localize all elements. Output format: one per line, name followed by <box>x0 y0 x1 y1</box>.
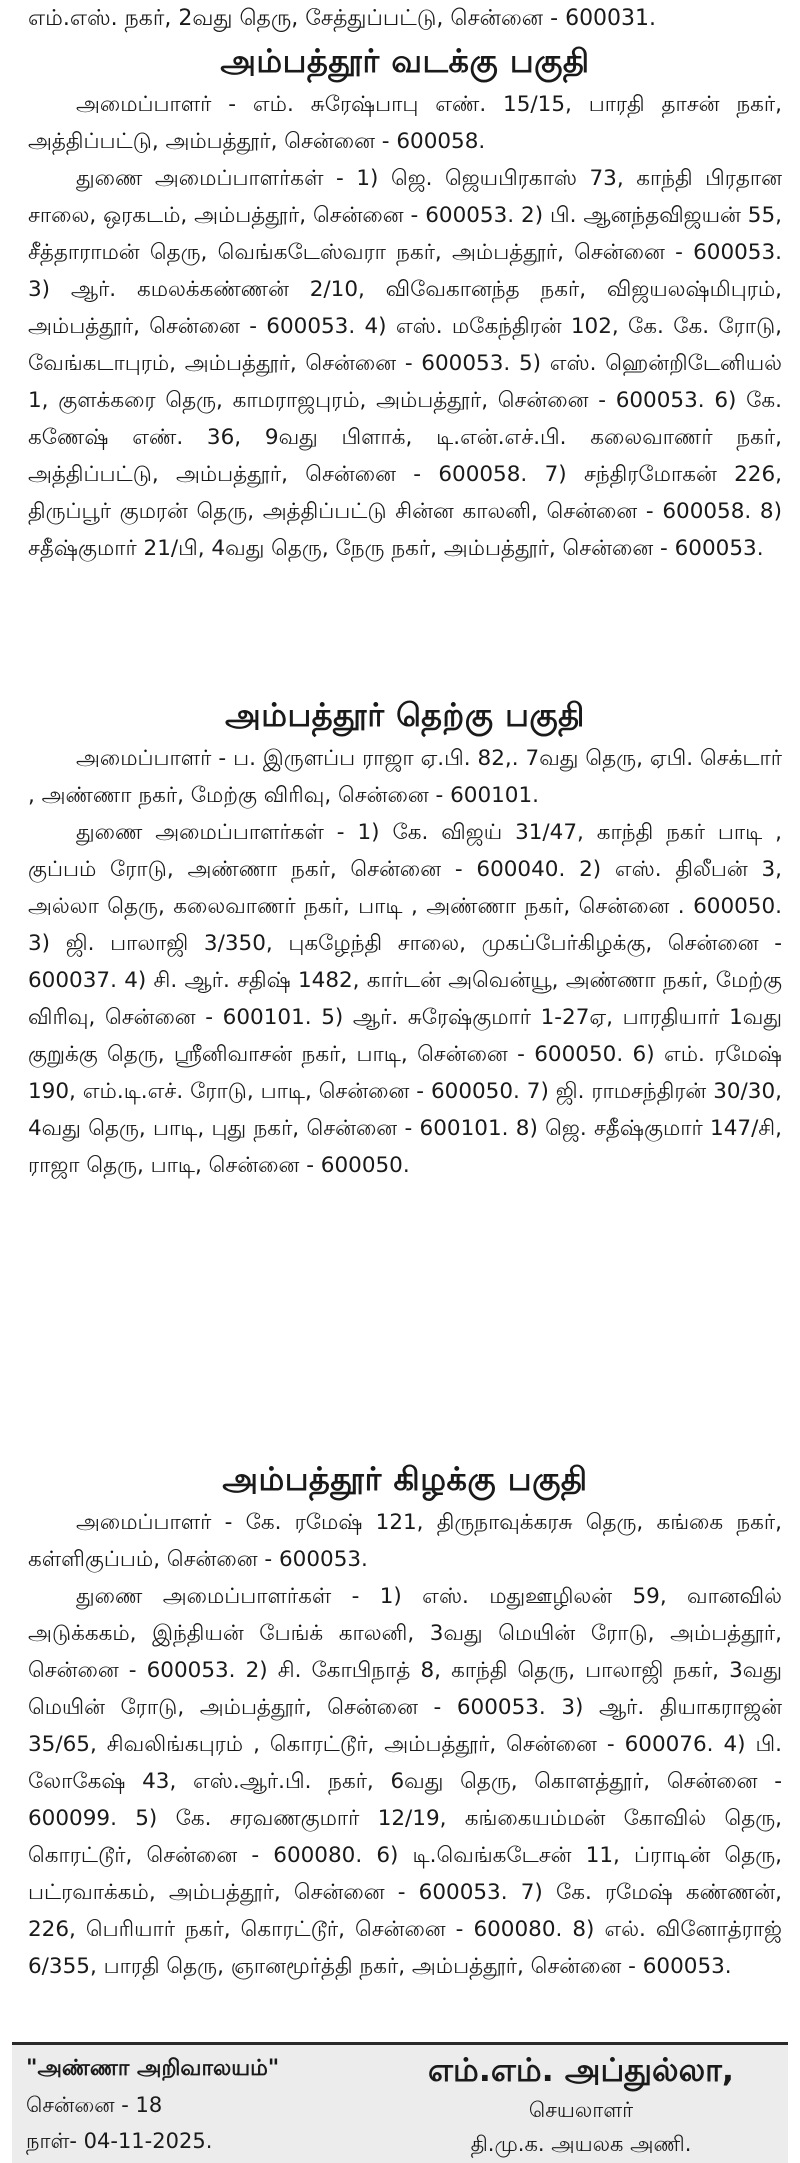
section-heading: அம்பத்தூர் தெற்கு பகுதி <box>225 696 585 734</box>
signatory-role: செயலாளர் <box>528 2098 634 2122</box>
footer-org: "அண்ணா அறிவாலயம்" <box>26 2056 280 2081</box>
organizer-text: அமைப்பாளர் - ப. இருளப்ப ராஜா ஏ.பி. 82,. 7வது தெரு, ஏபி. செக்டார் , அண்ணா நகர், மேற்கு விரிவு, சென்னை - 600101. <box>28 746 782 808</box>
footer-place-date <box>26 2051 356 2159</box>
deputies-text: துணை அமைப்பாளர்கள் - 1) கே. விஜய் 31/47, காந்தி நகர் பாடி , குப்பம் ரோடு, அண்ணா நகர், சென்னை - 600040. 2) எஸ். திலீபன் 3, அல்லா தெரு, கலைவாணர் நகர், பாடி , அண்ணா நகர், சென்னை . 600050. 3) ஜி. பாலாஜி 3/350, புகழேந்தி சாலை, முகப்பேர்கிழக்கு, சென்னை - 600037. 4) சி. ஆர். சதிஷ் 1482, கார்டன் அவென்யூ, அண்ணா நகர், மேற்கு விரிவு, சென்னை - 600101. 5) ஆர். சுரேஷ்குமார் 1-27ஏ, பாரதியார் 1வது குறுக்கு தெரு, ஸ்ரீனிவாசன் நகர், பாடி, சென்னை - 600050. 6) எம். ரமேஷ் 190, எம்.டி.எச். ரோடு, பாடி, சென்னை - 600050. 7) ஜி. ராமசந்திரன் 30/30, 4வது தெரு, பாடி, புது நகர், சென்னை - 600101. 8) ஜெ. சதீஷ்குமார் 147/சி, ராஜா தெரு, பாடி, சென்னை - 600050. <box>28 820 782 1178</box>
organizer-text: அமைப்பாளர் - கே. ரமேஷ் 121, திருநாவுக்கரசு தெரு, கங்கை நகர், கள்ளிகுப்பம், சென்னை - 600053. <box>28 1510 782 1572</box>
previous-address-line: எம்.எஸ். நகர், 2வது தெரு, சேத்துப்பட்டு, சென்னை - 600031. <box>28 6 657 31</box>
section-ambattur-north <box>28 36 782 567</box>
footer-city: சென்னை - 18 <box>26 2093 163 2117</box>
footer-date: நாள்- 04-11-2025. <box>26 2129 213 2153</box>
organizer-text: அமைப்பாளர் - எம். சுரேஷ்பாபு எண். 15/15, பாரதி தாசன் நகர், அத்திப்பட்டு, அம்பத்தூர், சென்னை - 600058. <box>28 92 782 154</box>
deputies-text: துணை அமைப்பாளர்கள் - 1) எஸ். மதுஊழிலன் 59, வானவில் அடுக்ககம், இந்தியன் பேங்க் காலனி, 3வது மெயின் ரோடு, அம்பத்தூர், சென்னை - 600053. 2) சி. கோபிநாத் 8, காந்தி தெரு, பாலாஜி நகர், 3வது மெயின் ரோடு, அம்பத்தூர், சென்னை - 600053. 3) ஆர். தியாகராஜன் 35/65, சிவலிங்கபுரம் , கொரட்டூர், அம்பத்தூர், சென்னை - 600076. 4) பி. லோகேஷ் 43, எஸ்.ஆர்.பி. நகர், 6வது தெரு, கொளத்தூர், சென்னை - 600099. 5) கே. சரவணகுமார் 12/19, கங்கையம்மன் கோவில் தெரு, கொரட்டூர், சென்னை - 600080. 6) டி.வெங்கடேசன் 11, ப்ராடின் தெரு, பட்ரவாக்கம், அம்பத்தூர், சென்னை - 600053. 7) கே. ரமேஷ் கண்ணன், 226, பெரியார் நகர், கொரட்டூர், சென்னை - 600080. 8) எல். வினோத்ராஜ் 6/355, பாரதி தெரு, ஞானமூர்த்தி நகர், அம்பத்தூர், சென்னை - 600053. <box>28 1584 782 1979</box>
section-heading: அம்பத்தூர் வடக்கு பகுதி <box>220 42 590 80</box>
deputies-text: துணை அமைப்பாளர்கள் - 1) ஜெ. ஜெயபிரகாஸ் 73, காந்தி பிரதான சாலை, ஒரகடம், அம்பத்தூர், சென்னை - 600053. 2) பி. ஆனந்தவிஜயன் 55, சீத்தாராமன் தெரு, வெங்கடேஸ்வரா நகர், அம்பத்தூர், சென்னை - 600053. 3) ஆர். கமலக்கண்ணன் 2/10, விவேகானந்த நகர், விஜயலஷ்மிபுரம், அம்பத்தூர், சென்னை - 600053. 4) எஸ். மகேந்திரன் 102, கே. கே. ரோடு, வேங்கடாபுரம், அம்பத்தூர், சென்னை - 600053. 5) எஸ். ஹென்றிடேனியல் 1, குளக்கரை தெரு, காமராஜபுரம், அம்பத்தூர், சென்னை - 600053. 6) கே. கணேஷ் எண். 36, 9வது பிளாக், டி.என்.எச்.பி. கலைவாணர் நகர், அத்திப்பட்டு, அம்பத்தூர், சென்னை - 600058. 7) சந்திரமோகன் 226, திருப்பூர் குமரன் தெரு, அத்திப்பட்டு சின்ன காலனி, சென்னை - 600058. 8) சதீஷ்குமார் 21/பி, 4வது தெரு, நேரு நகர், அம்பத்தூர், சென்னை - 600053. <box>28 166 782 561</box>
section-ambattur-south <box>28 690 782 1184</box>
footer-signatory <box>382 2047 780 2161</box>
section-heading: அம்பத்தூர் கிழக்கு பகுதி <box>222 1460 588 1498</box>
signatory-dept: தி.மு.க. அயலக அணி. <box>470 2132 692 2156</box>
signatory-name: எம்.எம். அப்துல்லா, <box>427 2051 734 2089</box>
signature-footer <box>12 2042 788 2163</box>
section-ambattur-east <box>28 1454 782 1985</box>
